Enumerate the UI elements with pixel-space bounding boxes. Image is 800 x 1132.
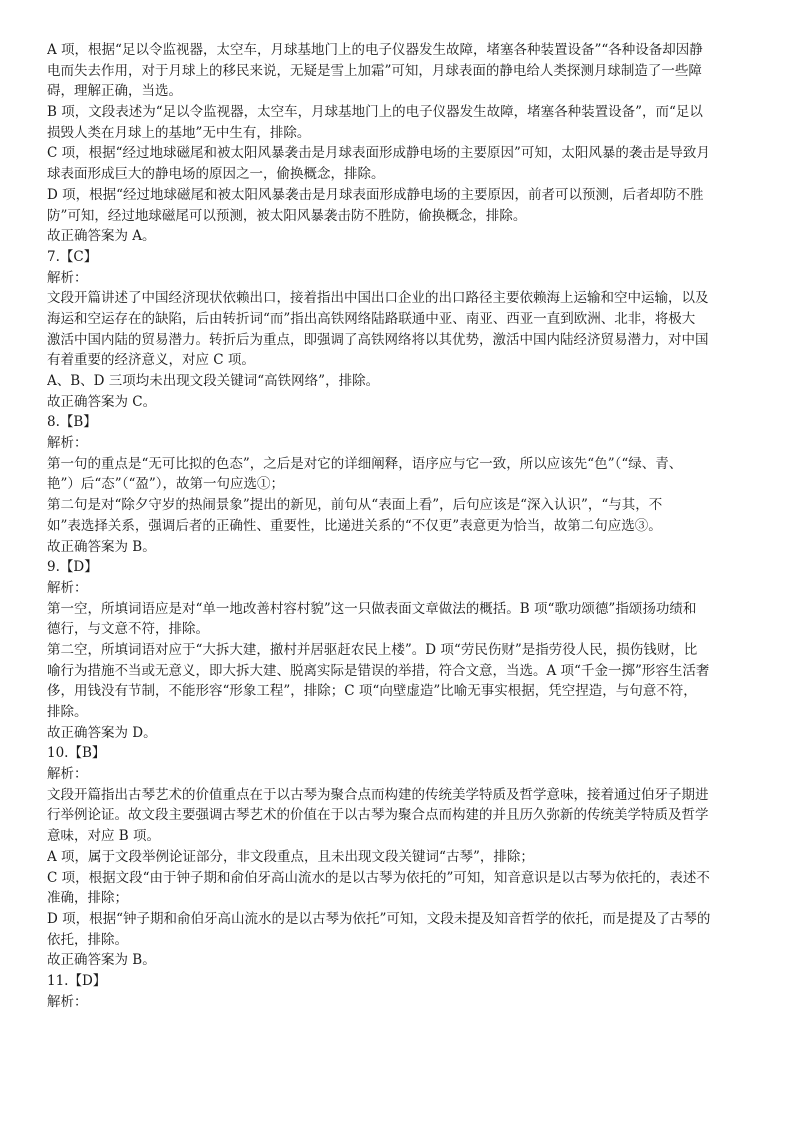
text-line: 解析： xyxy=(47,766,88,783)
text-line: 第二句是对“除夕守岁的热闹景象”提出的新见，前句从“表面上看”，后句应该是“深入认识”，“与其，不 xyxy=(47,497,663,514)
text-line: 8.【B】 xyxy=(47,414,97,431)
text-line: 10.【B】 xyxy=(47,745,106,762)
text-lines xyxy=(47,40,757,1012)
text-line: 依托，排除。 xyxy=(47,931,128,948)
text-line: 碍，理解正确，当选。 xyxy=(47,83,182,100)
answer-explanations-text xyxy=(47,40,757,1012)
text-line: A 项，属于文段举例论证部分，非文段重点，且未出现文段关键词“古琴”，排除； xyxy=(47,848,534,865)
text-line: C 项，根据文段“由于钟子期和俞伯牙高山流水的是以古琴为依托的”可知，知音意识是以古琴为依托的，表述不 xyxy=(47,869,710,886)
text-line: 准确，排除； xyxy=(47,890,128,907)
text-line: 行举例论证。故文段主要强调古琴艺术的价值在于以古琴为聚合点而构建的并且历久弥新的传统美学特质及哲学 xyxy=(47,807,709,824)
text-line: 解析： xyxy=(47,579,88,596)
text-line: 侈，用钱没有节制，不能形容“形象工程”，排除；C 项“向壁虚造”比喻无事实根据，凭空捏造，与句意不符， xyxy=(47,683,697,700)
text-line: 解析： xyxy=(47,993,88,1010)
text-line: 防”可知，经过地球磁尾可以预测，被太阳风暴袭击防不胜防，偷换概念，排除。 xyxy=(47,207,527,224)
text-line: A 项，根据“足以令监视器，太空车，月球基地门上的电子仪器发生故障，堵塞各种装置设备”“各种设备却因静 xyxy=(47,42,703,58)
text-line: 艳”）后“态”（“盈”），故第一句应选①； xyxy=(47,476,285,493)
text-line: 意味，对应 B 项。 xyxy=(47,828,161,845)
text-line: 文段开篇讲述了中国经济现状依赖出口，接着指出中国出口企业的出口路径主要依赖海上运输和空中运输，以及 xyxy=(47,290,709,307)
text-line: 第一空，所填词语应是对“单一地改善村容村貌”这一只做表面文章做法的概括。B 项“歌功颂德”指颂扬功绩和 xyxy=(47,600,697,617)
text-line: 排除。 xyxy=(47,704,88,720)
text-line: 电而失去作用，对于月球上的移民来说，无疑是雪上加霜”可知，月球表面的静电给人类探测月球制造了一些障 xyxy=(47,62,702,79)
text-line: 激活中国内陆的贸易潜力。转折后为重点，即强调了高铁网络将以其优势，激活中国内陆经济贸易潜力，对中国 xyxy=(47,331,709,348)
text-line: 有着重要的经济意义，对应 C 项。 xyxy=(47,352,255,369)
text-line: 第二空，所填词语对应于“大拆大建，撤村并居驱赶农民上楼”。D 项“劳民伤财”是指劳役人民，损伤钱财，比 xyxy=(47,641,698,658)
text-line: B 项，文段表述为“足以令监视器，太空车，月球基地门上的电子仪器发生故障，堵塞各种装置设备”，而“足以 xyxy=(47,104,703,121)
text-line: 11.【D】 xyxy=(47,972,107,989)
text-line: D 项，根据“经过地球磁尾和被太阳风暴袭击是月球表面形成静电场的主要原因，前者可以预测，后者却防不胜 xyxy=(47,186,704,203)
text-line: 故正确答案为 C。 xyxy=(47,393,157,410)
text-line: 故正确答案为 A。 xyxy=(47,228,156,245)
text-line: 球表面形成巨大的静电场的原因之一，偷换概念，排除。 xyxy=(47,166,385,183)
text-line: 解析： xyxy=(47,435,88,452)
text-line: 第一句的重点是“无可比拟的色态”，之后是对它的详细阐释，语序应与它一致，所以应该先“色”（“绿、青、 xyxy=(47,455,683,472)
text-line: 故正确答案为 D。 xyxy=(47,724,157,741)
text-line: 如”表选择关系，强调后者的正确性、重要性，比递进关系的“不仅更”表意更为恰当，故第二句应选③。 xyxy=(47,517,662,534)
text-line: 文段开篇指出古琴艺术的价值重点在于以古琴为聚合点而构建的传统美学特质及哲学意味，接着通过伯牙子期进 xyxy=(47,786,709,803)
text-line: A、B、D 三项均未出现文段关键词“高铁网络”，排除。 xyxy=(47,373,380,389)
text-line: 喻行为措施不当或无意义，即大拆大建、脱离实际是错误的举措，符合文意，当选。A 项“千金一掷”形容生活奢 xyxy=(47,662,710,679)
text-line: 损毁人类在月球上的基地”无中生有，排除。 xyxy=(47,124,311,141)
text-line: 故正确答案为 B。 xyxy=(47,538,156,555)
text-line: 海运和空运存在的缺陷，后由转折词“而”指出高铁网络陆路联通中亚、南亚、西亚一直到欧洲、北非，将极大 xyxy=(47,310,696,327)
text-line: 故正确答案为 B。 xyxy=(47,952,156,969)
text-line: 德行，与文意不符，排除。 xyxy=(47,621,209,638)
text-line: 解析： xyxy=(47,269,88,286)
text-line: 7.【C】 xyxy=(47,248,98,265)
text-line: 9.【D】 xyxy=(47,559,98,576)
text-line: C 项，根据“经过地球磁尾和被太阳风暴袭击是月球表面形成静电场的主要原因”可知，太阳风暴的袭击是导致月 xyxy=(47,145,710,162)
text-line: D 项，根据“钟子期和俞伯牙高山流水的是以古琴为依托”可知，文段未提及知音哲学的依托，而是提及了古琴的 xyxy=(47,910,711,927)
